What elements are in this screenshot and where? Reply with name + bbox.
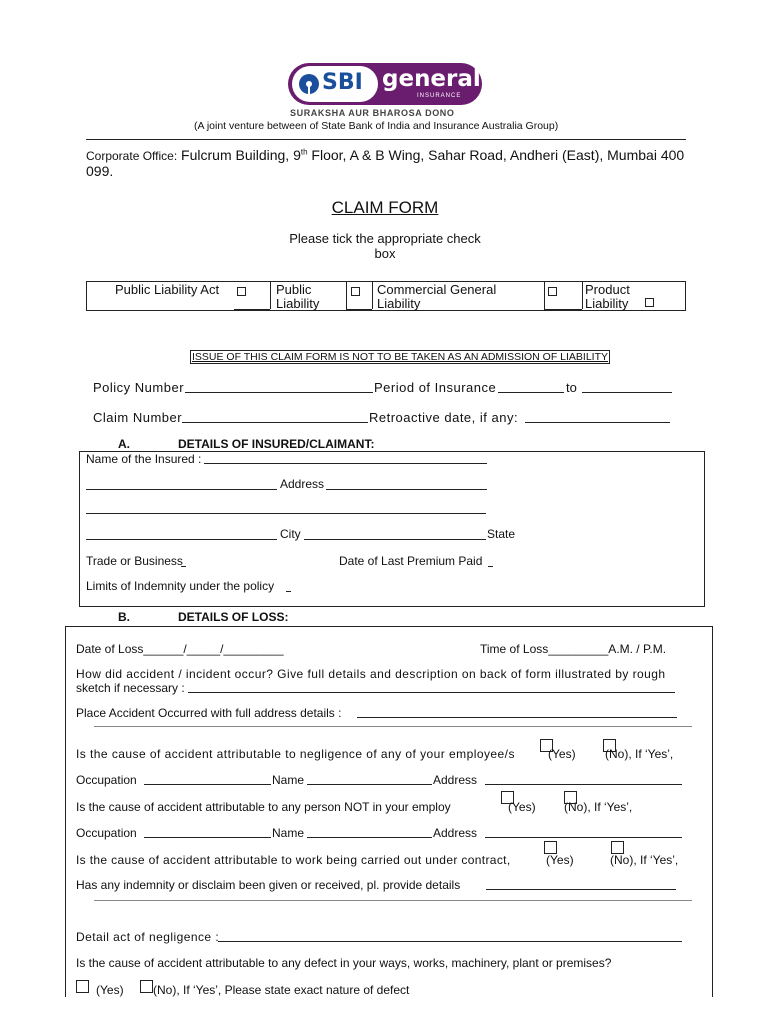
policy-type-product: Product (585, 282, 630, 297)
place-of-accident-field[interactable] (357, 717, 677, 718)
q-indemnity-disclaim: Has any indemnity or disclaim been given or received, pl. provide details (76, 878, 461, 892)
checkbox-public-liability[interactable] (351, 287, 360, 296)
q-work-under-contract: Is the cause of accident attributable to work being carried out under contract, (76, 853, 511, 867)
table-divider (582, 281, 583, 309)
policy-type-public-liability: Public (276, 282, 312, 297)
header-divider (86, 139, 686, 140)
q-employee-negligence: Is the cause of accident attributable to negligence of any of your employee/s (76, 747, 515, 761)
cell-underline (346, 309, 372, 311)
address-field-3[interactable] (86, 513, 486, 514)
employee-yes-label: (Yes) (548, 747, 576, 761)
limits-of-indemnity-field[interactable] (286, 591, 291, 592)
employee-no-label: (No), If ‘Yes’, (605, 747, 674, 761)
date-of-loss[interactable]: Date of Loss______/_____/_________ (76, 642, 284, 656)
checkbox-product-liability[interactable] (645, 298, 654, 307)
defect-no-label: (No), If ‘Yes’, Please state exact nature of defect (153, 983, 410, 997)
q-person-not-employed: Is the cause of accident attributable to any person NOT in your employ (76, 800, 451, 814)
address-label-2: Address (433, 826, 478, 840)
joint-venture-note: (A joint venture between of State Bank of India and Insurance Australia Group) (194, 120, 559, 132)
cell-underline (544, 309, 582, 311)
instruction-line-1: Please tick the appropriate check (289, 231, 481, 246)
claim-number-field[interactable] (182, 422, 368, 423)
detail-negligence-field[interactable] (218, 941, 682, 942)
address-field-1[interactable] (86, 489, 277, 490)
policy-type-public-liability-2: Liability (276, 296, 320, 311)
time-of-loss[interactable]: Time of Loss_________A.M. / P.M. (480, 642, 667, 656)
period-from-field[interactable] (498, 392, 564, 393)
policy-number-label: Policy Number (93, 380, 185, 395)
logo-tagline: SURAKSHA AUR BHAROSA DONO (290, 108, 455, 118)
place-of-accident-field-2[interactable] (94, 726, 692, 727)
claim-number-label: Claim Number (93, 410, 183, 425)
corporate-office-label: Corporate Office: (86, 149, 178, 163)
section-b-title: DETAILS OF LOSS: (178, 610, 289, 624)
checkbox-defect-yes[interactable] (76, 980, 89, 993)
address-field-b1[interactable] (485, 784, 682, 785)
defect-yes-label: (Yes) (96, 983, 124, 997)
occupation-field-2[interactable] (144, 837, 271, 838)
corporate-office-address-line2: 099. (86, 163, 114, 179)
occupation-field-1[interactable] (144, 784, 271, 785)
name-of-insured-label: Name of the Insured : (86, 452, 202, 466)
disclaimer: ISSUE OF THIS CLAIM FORM IS NOT TO BE TAKEN AS AN ADMISSION OF LIABILITY (192, 351, 609, 363)
q-defect: Is the cause of accident attributable to any defect in your ways, works, machinery, plant or premises? (76, 956, 612, 970)
policy-type-commercial: Commercial General (377, 282, 497, 297)
address-label-1: Address (433, 773, 478, 787)
table-divider (372, 281, 373, 309)
logo-general-text: general (382, 66, 481, 92)
policy-type-public-liability-act: Public Liability Act (115, 282, 220, 297)
period-label: Period of Insurance (374, 380, 497, 395)
indemnity-field-2[interactable] (94, 900, 692, 901)
corporate-office (86, 147, 684, 163)
contract-yes-label: (Yes) (546, 853, 574, 867)
name-of-insured-field[interactable] (204, 463, 487, 464)
contract-no-label: (No), If ‘Yes’, (610, 853, 679, 867)
cell-underline (234, 309, 270, 311)
logo-sbi-text: SBI (322, 70, 363, 95)
retroactive-field[interactable] (525, 422, 670, 423)
to-label: to (566, 380, 577, 395)
instruction-line-2: box (374, 246, 396, 261)
section-a-letter: A. (118, 437, 130, 451)
checkbox-commercial-general-liability[interactable] (548, 287, 557, 296)
occupation-label-2: Occupation (76, 826, 137, 840)
address-label: Address (280, 477, 325, 491)
address-field-2[interactable] (326, 489, 487, 490)
indemnity-field[interactable] (486, 889, 676, 890)
period-to-field[interactable] (582, 392, 672, 393)
policy-type-product-2: Liability (585, 296, 629, 311)
how-did-accident-occur: How did accident / incident occur? Give full details and description on back of form illustrated by rough (76, 667, 666, 681)
city-label: City (280, 527, 301, 541)
name-label-1: Name (272, 773, 305, 787)
last-premium-label: Date of Last Premium Paid (339, 554, 483, 568)
checkbox-public-liability-act[interactable] (237, 287, 246, 296)
address-field-b2[interactable] (485, 837, 682, 838)
how-accident-field[interactable] (188, 692, 675, 693)
detail-negligence-label: Detail act of negligence : (76, 930, 220, 944)
last-premium-field[interactable] (488, 566, 493, 567)
trade-or-business-field[interactable] (181, 566, 186, 567)
form-title: CLAIM FORM (331, 198, 439, 217)
table-divider (346, 281, 347, 309)
name-field-2[interactable] (307, 837, 432, 838)
state-label: State (487, 527, 516, 541)
section-a-title: DETAILS OF INSURED/CLAIMANT: (178, 437, 375, 451)
city-field[interactable] (304, 539, 486, 540)
name-field-1[interactable] (307, 784, 432, 785)
place-of-accident-label: Place Accident Occurred with full address details : (76, 706, 342, 720)
policy-type-commercial-2: Liability (377, 296, 421, 311)
person-no-label: (No), If ‘Yes’, (564, 800, 633, 814)
table-divider (270, 281, 271, 309)
corporate-office-address: Fulcrum Building, 9th Floor, A & B Wing, Sahar Road, Andheri (East), Mumbai 400 (181, 147, 685, 163)
address-field-4[interactable] (86, 539, 277, 540)
person-yes-label: (Yes) (508, 800, 536, 814)
retroactive-label: Retroactive date, if any: (369, 410, 519, 425)
name-label-2: Name (272, 826, 305, 840)
occupation-label-1: Occupation (76, 773, 137, 787)
how-did-accident-occur-2: sketch if necessary : (76, 681, 185, 695)
trade-or-business-label: Trade or Business (86, 554, 183, 568)
section-b-letter: B. (118, 610, 130, 624)
policy-number-field[interactable] (185, 392, 373, 393)
table-divider (544, 281, 545, 309)
limits-of-indemnity-label: Limits of Indemnity under the policy (86, 579, 275, 593)
checkbox-defect-no[interactable] (140, 980, 153, 993)
logo-insurance-text: INSURANCE (417, 93, 462, 99)
